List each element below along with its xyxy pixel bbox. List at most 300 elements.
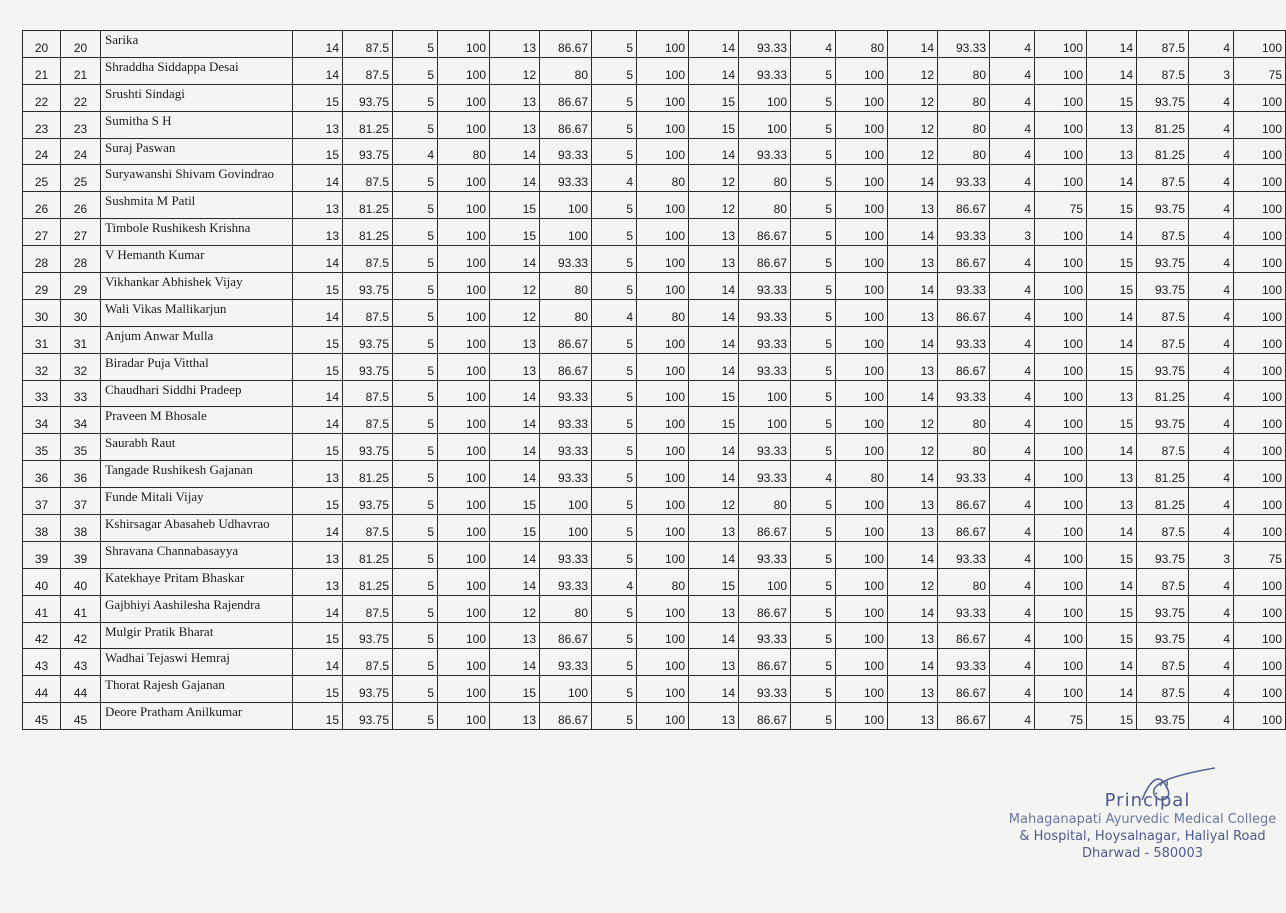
serial-number-cell: 33 — [23, 380, 61, 407]
score-cell: 15 — [293, 703, 343, 730]
score-cell: 15 — [1087, 541, 1137, 568]
score-cell: 87.5 — [343, 649, 393, 676]
score-cell: 15 — [689, 111, 739, 138]
score-cell: 12 — [888, 138, 938, 165]
roll-number-cell: 32 — [61, 353, 101, 380]
score-cell: 13 — [689, 246, 739, 273]
score-cell: 5 — [393, 488, 438, 515]
score-cell: 100 — [1035, 568, 1087, 595]
score-cell: 4 — [990, 246, 1035, 273]
score-cell: 5 — [791, 622, 836, 649]
score-cell: 93.75 — [1137, 407, 1189, 434]
score-cell: 100 — [438, 541, 490, 568]
serial-number-cell: 25 — [23, 165, 61, 192]
score-cell: 86.67 — [739, 219, 791, 246]
score-cell: 5 — [393, 703, 438, 730]
score-cell: 81.25 — [343, 111, 393, 138]
score-cell: 100 — [637, 219, 689, 246]
principal-stamp — [1005, 790, 1280, 862]
score-cell: 14 — [1087, 219, 1137, 246]
score-cell: 100 — [1234, 138, 1286, 165]
serial-number-cell: 31 — [23, 326, 61, 353]
score-cell: 100 — [836, 57, 888, 84]
score-cell: 5 — [393, 541, 438, 568]
student-name-cell: Wali Vikas Mallikarjun — [101, 299, 293, 326]
score-cell: 14 — [293, 57, 343, 84]
score-cell: 80 — [938, 434, 990, 461]
score-cell: 100 — [438, 434, 490, 461]
serial-number-cell: 35 — [23, 434, 61, 461]
serial-number-cell: 26 — [23, 192, 61, 219]
score-cell: 4 — [1189, 488, 1234, 515]
score-cell: 100 — [637, 434, 689, 461]
student-name-cell: Suraj Paswan — [101, 138, 293, 165]
score-cell: 4 — [990, 380, 1035, 407]
score-cell: 80 — [540, 299, 592, 326]
score-cell: 15 — [1087, 353, 1137, 380]
score-cell: 12 — [490, 273, 540, 300]
score-cell: 4 — [1189, 273, 1234, 300]
score-cell: 14 — [689, 57, 739, 84]
score-cell: 4 — [1189, 568, 1234, 595]
score-cell: 13 — [293, 461, 343, 488]
score-cell: 80 — [836, 31, 888, 58]
score-cell: 87.5 — [1137, 326, 1189, 353]
score-cell: 100 — [739, 380, 791, 407]
score-cell: 13 — [888, 488, 938, 515]
score-cell: 14 — [490, 380, 540, 407]
score-cell: 15 — [293, 353, 343, 380]
student-name-cell: Vikhankar Abhishek Vijay — [101, 273, 293, 300]
table-row — [23, 326, 1286, 353]
score-cell: 93.33 — [739, 353, 791, 380]
score-cell: 15 — [1087, 595, 1137, 622]
score-cell: 14 — [689, 273, 739, 300]
score-cell: 100 — [637, 192, 689, 219]
score-cell: 81.25 — [1137, 461, 1189, 488]
score-cell: 14 — [888, 326, 938, 353]
score-cell: 100 — [438, 622, 490, 649]
student-name-cell: Gajbhiyi Aashilesha Rajendra — [101, 595, 293, 622]
score-cell: 15 — [293, 676, 343, 703]
serial-number-cell: 28 — [23, 246, 61, 273]
score-cell: 100 — [836, 622, 888, 649]
score-cell: 93.33 — [739, 541, 791, 568]
table-row — [23, 165, 1286, 192]
score-cell: 87.5 — [1137, 649, 1189, 676]
score-cell: 80 — [836, 461, 888, 488]
table-row — [23, 649, 1286, 676]
score-cell: 87.5 — [343, 515, 393, 542]
score-cell: 100 — [739, 407, 791, 434]
score-cell: 100 — [540, 219, 592, 246]
score-cell: 81.25 — [343, 219, 393, 246]
score-cell: 5 — [393, 57, 438, 84]
score-cell: 100 — [637, 595, 689, 622]
score-cell: 100 — [438, 461, 490, 488]
roll-number-cell: 22 — [61, 84, 101, 111]
score-cell: 100 — [540, 676, 592, 703]
score-cell: 13 — [888, 703, 938, 730]
score-cell: 100 — [1234, 568, 1286, 595]
score-cell: 93.33 — [540, 138, 592, 165]
score-cell: 14 — [1087, 676, 1137, 703]
score-cell: 100 — [1234, 622, 1286, 649]
score-cell: 93.33 — [540, 407, 592, 434]
student-name-cell: Thorat Rajesh Gajanan — [101, 676, 293, 703]
score-cell: 93.75 — [1137, 84, 1189, 111]
score-cell: 86.67 — [739, 515, 791, 542]
score-cell: 100 — [637, 622, 689, 649]
score-cell: 5 — [393, 380, 438, 407]
score-cell: 100 — [739, 568, 791, 595]
score-cell: 12 — [490, 595, 540, 622]
score-cell: 4 — [990, 541, 1035, 568]
score-cell: 14 — [888, 273, 938, 300]
score-cell: 93.75 — [343, 434, 393, 461]
score-cell: 14 — [490, 407, 540, 434]
score-cell: 86.67 — [739, 649, 791, 676]
score-cell: 86.67 — [938, 515, 990, 542]
score-cell: 86.67 — [739, 246, 791, 273]
student-name-cell: Saurabh Raut — [101, 434, 293, 461]
student-name-cell: Biradar Puja Vitthal — [101, 353, 293, 380]
score-cell: 5 — [393, 515, 438, 542]
score-cell: 93.75 — [1137, 273, 1189, 300]
score-cell: 100 — [836, 84, 888, 111]
score-cell: 100 — [1035, 165, 1087, 192]
score-cell: 93.75 — [1137, 622, 1189, 649]
score-cell: 87.5 — [1137, 57, 1189, 84]
score-cell: 14 — [490, 461, 540, 488]
score-cell: 5 — [791, 649, 836, 676]
score-cell: 4 — [1189, 299, 1234, 326]
score-cell: 14 — [689, 299, 739, 326]
score-cell: 5 — [393, 273, 438, 300]
score-cell: 93.33 — [540, 461, 592, 488]
score-cell: 15 — [689, 84, 739, 111]
score-cell: 86.67 — [739, 595, 791, 622]
score-cell: 13 — [490, 622, 540, 649]
score-cell: 14 — [689, 622, 739, 649]
score-cell: 5 — [592, 461, 637, 488]
score-cell: 14 — [293, 407, 343, 434]
score-cell: 100 — [438, 676, 490, 703]
score-cell: 80 — [540, 57, 592, 84]
serial-number-cell: 37 — [23, 488, 61, 515]
score-cell: 14 — [293, 299, 343, 326]
serial-number-cell: 41 — [23, 595, 61, 622]
score-cell: 13 — [1087, 488, 1137, 515]
table-row — [23, 703, 1286, 730]
score-cell: 100 — [637, 515, 689, 542]
score-cell: 13 — [888, 622, 938, 649]
student-name-cell: Sushmita M Patil — [101, 192, 293, 219]
score-cell: 93.33 — [938, 326, 990, 353]
stamp-line-1: Mahaganapati Ayurvedic Medical College — [1008, 812, 1277, 827]
score-cell: 5 — [592, 434, 637, 461]
score-cell: 13 — [888, 353, 938, 380]
score-cell: 86.67 — [938, 192, 990, 219]
serial-number-cell: 22 — [23, 84, 61, 111]
table-row — [23, 273, 1286, 300]
score-cell: 100 — [637, 246, 689, 273]
score-cell: 5 — [592, 541, 637, 568]
score-cell: 80 — [739, 488, 791, 515]
table-row — [23, 488, 1286, 515]
score-cell: 5 — [791, 568, 836, 595]
attendance-sheet — [22, 30, 1282, 730]
score-cell: 100 — [836, 649, 888, 676]
score-cell: 93.75 — [343, 138, 393, 165]
score-cell: 5 — [393, 219, 438, 246]
stamp-line-2: & Hospital, Hoysalnagar, Haliyal Road — [1019, 829, 1266, 844]
score-cell: 100 — [438, 703, 490, 730]
roll-number-cell: 21 — [61, 57, 101, 84]
score-cell: 15 — [293, 434, 343, 461]
serial-number-cell: 43 — [23, 649, 61, 676]
table-row — [23, 353, 1286, 380]
score-cell: 100 — [637, 649, 689, 676]
score-cell: 14 — [888, 461, 938, 488]
score-cell: 80 — [540, 273, 592, 300]
score-cell: 12 — [490, 299, 540, 326]
score-cell: 100 — [1234, 353, 1286, 380]
score-cell: 100 — [1035, 246, 1087, 273]
table-row — [23, 595, 1286, 622]
score-cell: 4 — [1189, 165, 1234, 192]
score-cell: 87.5 — [1137, 676, 1189, 703]
score-cell: 100 — [1035, 407, 1087, 434]
score-cell: 4 — [990, 595, 1035, 622]
score-cell: 4 — [990, 138, 1035, 165]
score-cell: 4 — [990, 353, 1035, 380]
score-cell: 5 — [592, 138, 637, 165]
score-cell: 13 — [293, 219, 343, 246]
serial-number-cell: 24 — [23, 138, 61, 165]
score-cell: 80 — [938, 84, 990, 111]
score-cell: 93.33 — [540, 434, 592, 461]
score-cell: 14 — [490, 165, 540, 192]
score-cell: 15 — [293, 273, 343, 300]
score-cell: 100 — [1234, 595, 1286, 622]
score-cell: 5 — [592, 84, 637, 111]
score-cell: 4 — [1189, 326, 1234, 353]
score-cell: 100 — [836, 192, 888, 219]
score-cell: 14 — [689, 31, 739, 58]
serial-number-cell: 27 — [23, 219, 61, 246]
score-cell: 93.75 — [343, 488, 393, 515]
score-cell: 100 — [637, 111, 689, 138]
score-cell: 5 — [791, 165, 836, 192]
score-cell: 100 — [836, 165, 888, 192]
score-cell: 5 — [592, 111, 637, 138]
score-cell: 4 — [1189, 353, 1234, 380]
score-cell: 93.75 — [1137, 703, 1189, 730]
score-cell: 14 — [689, 434, 739, 461]
score-cell: 15 — [1087, 407, 1137, 434]
score-cell: 75 — [1234, 57, 1286, 84]
score-cell: 5 — [393, 676, 438, 703]
score-cell: 3 — [1189, 57, 1234, 84]
score-cell: 5 — [393, 407, 438, 434]
score-cell: 4 — [1189, 111, 1234, 138]
score-cell: 100 — [438, 353, 490, 380]
score-cell: 4 — [1189, 407, 1234, 434]
score-cell: 81.25 — [343, 541, 393, 568]
score-cell: 13 — [1087, 380, 1137, 407]
score-cell: 93.33 — [938, 380, 990, 407]
score-cell: 4 — [393, 138, 438, 165]
score-cell: 5 — [791, 488, 836, 515]
score-cell: 15 — [490, 219, 540, 246]
student-name-cell: Tangade Rushikesh Gajanan — [101, 461, 293, 488]
score-cell: 12 — [689, 165, 739, 192]
score-cell: 4 — [1189, 461, 1234, 488]
score-cell: 93.75 — [343, 353, 393, 380]
score-cell: 100 — [438, 568, 490, 595]
score-cell: 13 — [888, 192, 938, 219]
score-cell: 93.75 — [1137, 353, 1189, 380]
score-cell: 100 — [1234, 515, 1286, 542]
score-cell: 15 — [490, 488, 540, 515]
roll-number-cell: 31 — [61, 326, 101, 353]
score-cell: 13 — [1087, 111, 1137, 138]
score-cell: 15 — [1087, 246, 1137, 273]
score-cell: 5 — [393, 595, 438, 622]
score-cell: 4 — [990, 676, 1035, 703]
score-cell: 5 — [393, 192, 438, 219]
score-cell: 100 — [1234, 380, 1286, 407]
score-cell: 14 — [888, 541, 938, 568]
score-cell: 100 — [836, 353, 888, 380]
roll-number-cell: 36 — [61, 461, 101, 488]
score-cell: 100 — [836, 515, 888, 542]
score-cell: 93.75 — [343, 703, 393, 730]
score-cell: 100 — [438, 84, 490, 111]
score-cell: 100 — [1035, 380, 1087, 407]
score-cell: 100 — [836, 219, 888, 246]
score-cell: 15 — [689, 407, 739, 434]
score-cell: 100 — [1234, 703, 1286, 730]
serial-number-cell: 20 — [23, 31, 61, 58]
table-row — [23, 541, 1286, 568]
score-cell: 5 — [791, 84, 836, 111]
serial-number-cell: 45 — [23, 703, 61, 730]
score-cell: 5 — [393, 246, 438, 273]
score-cell: 93.33 — [540, 649, 592, 676]
score-cell: 100 — [1035, 595, 1087, 622]
score-cell: 86.67 — [938, 676, 990, 703]
score-cell: 4 — [990, 326, 1035, 353]
score-cell: 14 — [689, 541, 739, 568]
roll-number-cell: 34 — [61, 407, 101, 434]
score-cell: 5 — [592, 31, 637, 58]
student-name-cell: V Hemanth Kumar — [101, 246, 293, 273]
score-cell: 100 — [836, 326, 888, 353]
student-name-cell: Sumitha S H — [101, 111, 293, 138]
roll-number-cell: 37 — [61, 488, 101, 515]
score-cell: 15 — [1087, 622, 1137, 649]
score-cell: 13 — [689, 219, 739, 246]
score-cell: 100 — [836, 407, 888, 434]
score-cell: 87.5 — [343, 165, 393, 192]
score-cell: 4 — [990, 111, 1035, 138]
student-name-cell: Wadhai Tejaswi Hemraj — [101, 649, 293, 676]
score-cell: 5 — [592, 488, 637, 515]
table-row — [23, 246, 1286, 273]
score-cell: 15 — [1087, 703, 1137, 730]
score-cell: 93.33 — [938, 273, 990, 300]
score-cell: 5 — [791, 703, 836, 730]
score-cell: 100 — [1234, 111, 1286, 138]
score-cell: 15 — [1087, 84, 1137, 111]
roll-number-cell: 40 — [61, 568, 101, 595]
table-row — [23, 568, 1286, 595]
score-cell: 100 — [438, 31, 490, 58]
score-cell: 100 — [1234, 488, 1286, 515]
score-cell: 86.67 — [540, 31, 592, 58]
score-cell: 5 — [791, 192, 836, 219]
score-cell: 5 — [592, 407, 637, 434]
score-cell: 15 — [293, 326, 343, 353]
score-cell: 87.5 — [1137, 31, 1189, 58]
score-cell: 5 — [592, 515, 637, 542]
score-cell: 5 — [592, 246, 637, 273]
student-name-cell: Sarika — [101, 31, 293, 58]
score-cell: 93.33 — [739, 434, 791, 461]
score-cell: 93.33 — [938, 649, 990, 676]
roll-number-cell: 27 — [61, 219, 101, 246]
score-cell: 4 — [1189, 84, 1234, 111]
score-cell: 80 — [739, 165, 791, 192]
score-cell: 15 — [689, 568, 739, 595]
score-cell: 5 — [393, 568, 438, 595]
score-cell: 15 — [293, 622, 343, 649]
score-cell: 100 — [438, 57, 490, 84]
score-cell: 80 — [637, 299, 689, 326]
score-cell: 100 — [1035, 622, 1087, 649]
score-cell: 14 — [689, 326, 739, 353]
serial-number-cell: 29 — [23, 273, 61, 300]
score-cell: 93.33 — [739, 31, 791, 58]
score-cell: 100 — [1035, 515, 1087, 542]
score-cell: 93.33 — [938, 219, 990, 246]
table-row — [23, 57, 1286, 84]
score-cell: 81.25 — [1137, 380, 1189, 407]
score-cell: 80 — [938, 138, 990, 165]
score-cell: 4 — [1189, 649, 1234, 676]
score-cell: 100 — [836, 676, 888, 703]
score-cell: 100 — [1035, 676, 1087, 703]
score-cell: 100 — [836, 138, 888, 165]
score-cell: 15 — [1087, 192, 1137, 219]
score-cell: 4 — [990, 192, 1035, 219]
student-name-cell: Timbole Rushikesh Krishna — [101, 219, 293, 246]
score-cell: 5 — [592, 595, 637, 622]
score-cell: 100 — [438, 299, 490, 326]
score-cell: 93.33 — [739, 57, 791, 84]
score-cell: 100 — [1035, 219, 1087, 246]
score-cell: 14 — [293, 31, 343, 58]
score-cell: 100 — [836, 111, 888, 138]
score-cell: 93.33 — [938, 31, 990, 58]
score-cell: 4 — [990, 57, 1035, 84]
score-cell: 5 — [393, 165, 438, 192]
student-name-cell: Kshirsagar Abasaheb Udhavrao — [101, 515, 293, 542]
score-cell: 93.33 — [739, 138, 791, 165]
serial-number-cell: 32 — [23, 353, 61, 380]
